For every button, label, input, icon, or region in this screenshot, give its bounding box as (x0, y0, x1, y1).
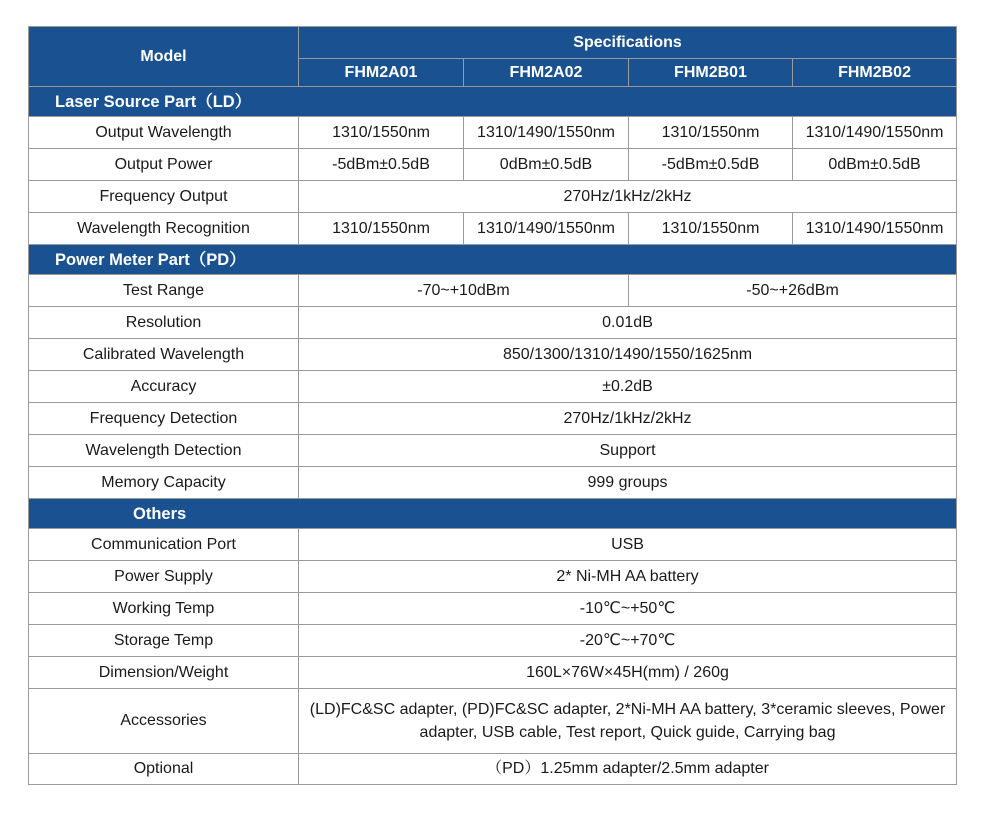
table-row (29, 275, 957, 307)
row-label-working-temp: Working Temp (29, 593, 299, 625)
row-label-dimension-weight: Dimension/Weight (29, 657, 299, 689)
cell-value: -10℃~+50℃ (299, 593, 957, 625)
row-label-storage-temp: Storage Temp (29, 625, 299, 657)
table-row (29, 371, 957, 403)
cell-value: 1310/1550nm (629, 117, 793, 149)
cell-value: 270Hz/1kHz/2kHz (299, 181, 957, 213)
table-row (29, 625, 957, 657)
table-row (29, 754, 957, 785)
cell-value: USB (299, 529, 957, 561)
table-row (29, 403, 957, 435)
cell-value: 0dBm±0.5dB (464, 149, 629, 181)
cell-value: 1310/1550nm (629, 213, 793, 245)
table-row (29, 467, 957, 499)
row-label-output-power: Output Power (29, 149, 299, 181)
model-header-fhm2a01: FHM2A01 (299, 59, 464, 87)
cell-value: （PD）1.25mm adapter/2.5mm adapter (299, 754, 957, 785)
cell-value: 1310/1490/1550nm (464, 213, 629, 245)
cell-value: ±0.2dB (299, 371, 957, 403)
model-header: Model (29, 27, 299, 87)
row-label-communication-port: Communication Port (29, 529, 299, 561)
row-label-accuracy: Accuracy (29, 371, 299, 403)
table-row (29, 117, 957, 149)
row-label-memory-capacity: Memory Capacity (29, 467, 299, 499)
cell-value: Support (299, 435, 957, 467)
cell-value: 0.01dB (299, 307, 957, 339)
row-label-resolution: Resolution (29, 307, 299, 339)
table-row (29, 339, 957, 371)
cell-value: 270Hz/1kHz/2kHz (299, 403, 957, 435)
cell-value: 1310/1550nm (299, 213, 464, 245)
cell-value: -5dBm±0.5dB (629, 149, 793, 181)
row-label-frequency-detection: Frequency Detection (29, 403, 299, 435)
row-label-frequency-output: Frequency Output (29, 181, 299, 213)
row-label-power-supply: Power Supply (29, 561, 299, 593)
section-power-meter: Power Meter Part（PD） (29, 245, 957, 275)
cell-value: -50~+26dBm (629, 275, 957, 307)
row-label-optional: Optional (29, 754, 299, 785)
model-header-fhm2a02: FHM2A02 (464, 59, 629, 87)
cell-value: -20℃~+70℃ (299, 625, 957, 657)
row-label-test-range: Test Range (29, 275, 299, 307)
row-label-calibrated-wavelength: Calibrated Wavelength (29, 339, 299, 371)
cell-value: 1310/1490/1550nm (793, 213, 957, 245)
row-label-wavelength-recognition: Wavelength Recognition (29, 213, 299, 245)
cell-value: -70~+10dBm (299, 275, 629, 307)
cell-value: 1310/1490/1550nm (793, 117, 957, 149)
row-label-wavelength-detection: Wavelength Detection (29, 435, 299, 467)
cell-value: (LD)FC&SC adapter, (PD)FC&SC adapter, 2*Ni-MH AA battery, 3*ceramic sleeves, Power adapter, USB cable, Test report, Quick guide, Carrying bag (299, 689, 957, 754)
cell-value: 850/1300/1310/1490/1550/1625nm (299, 339, 957, 371)
model-header-fhm2b02: FHM2B02 (793, 59, 957, 87)
row-label-accessories: Accessories (29, 689, 299, 754)
table-row (29, 689, 957, 754)
table-row (29, 213, 957, 245)
cell-value: 160L×76W×45H(mm) / 260g (299, 657, 957, 689)
section-laser-source: Laser Source Part（LD） (29, 87, 957, 117)
cell-value: 0dBm±0.5dB (793, 149, 957, 181)
section-others: Others (29, 499, 957, 529)
table-row (29, 561, 957, 593)
cell-value: 1310/1550nm (299, 117, 464, 149)
cell-value: 2* Ni-MH AA battery (299, 561, 957, 593)
row-label-output-wavelength: Output Wavelength (29, 117, 299, 149)
table-row (29, 149, 957, 181)
table-row (29, 181, 957, 213)
table-row (29, 529, 957, 561)
table-row (29, 307, 957, 339)
table-row (29, 657, 957, 689)
table-row (29, 435, 957, 467)
cell-value: -5dBm±0.5dB (299, 149, 464, 181)
cell-value: 999 groups (299, 467, 957, 499)
specifications-header: Specifications (299, 27, 957, 59)
table-row (29, 593, 957, 625)
specifications-table (28, 26, 957, 785)
cell-value: 1310/1490/1550nm (464, 117, 629, 149)
model-header-fhm2b01: FHM2B01 (629, 59, 793, 87)
